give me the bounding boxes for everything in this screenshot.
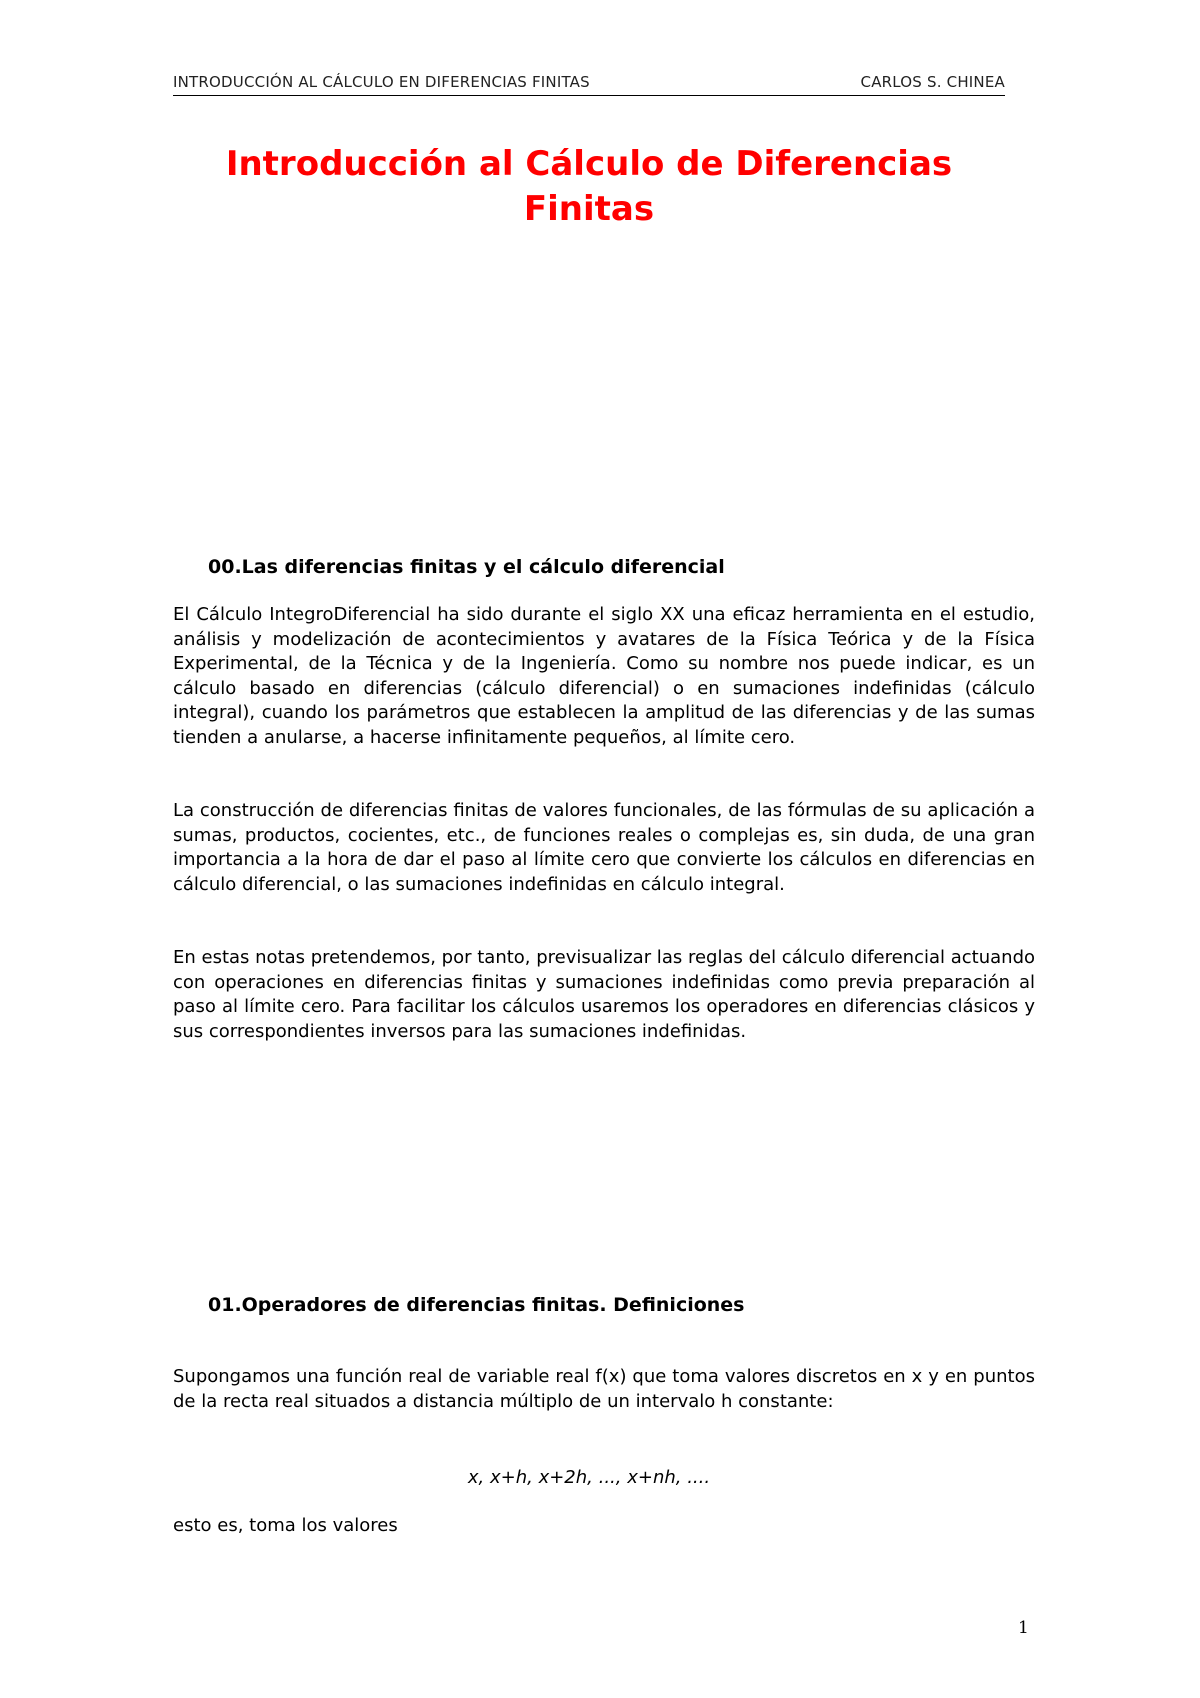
section-00-paragraph-3: En estas notas pretendemos, por tanto, previsualizar las reglas del cálculo diferencial actuando con operaciones en diferencias finitas y sumaciones indefinidas como previa preparación al paso al límite cero. Para facilitar los cálculos usaremos los operadores en diferencias clásicos y sus correspondientes inversos para las sumaciones indefinidas. <box>173 947 1036 1042</box>
sequence-formula-text: x, x+h, x+2h, ..., x+nh, .... <box>467 1467 711 1488</box>
section-00-heading: 00.Las diferencias finitas y el cálculo diferencial <box>208 556 725 578</box>
page-number: 1 <box>1018 1618 1029 1638</box>
header-author: CARLOS S. CHINEA <box>860 73 1005 91</box>
section-01-paragraph-2: esto es, toma los valores <box>173 1515 398 1536</box>
header-title: INTRODUCCIÓN AL CÁLCULO EN DIFERENCIAS FINITAS <box>173 73 590 91</box>
section-00-paragraph-2: La construcción de diferencias finitas de valores funcionales, de las fórmulas de su aplicación a sumas, productos, cocientes, etc., de funciones reales o complejas es, sin duda, de una gran importancia a la hora de dar el paso al límite cero que convierte los cálculos en diferencias en cálculo diferencial, o las sumaciones indefinidas en cálculo integral. <box>173 800 1035 895</box>
section-01-heading: 01.Operadores de diferencias finitas. Definiciones <box>208 1294 745 1316</box>
document-title-line-2: Finitas <box>523 189 655 229</box>
running-header <box>173 73 1005 96</box>
section-00-paragraph-1: El Cálculo IntegroDiferencial ha sido durante el siglo XX una eficaz herramienta en el estudio, análisis y modelización de acontecimientos y avatares de la Física Teórica y de la Física Experimental, de la Técnica y de la Ingeniería. Como su nombre nos puede indicar, es un cálculo basado en diferencias (cálculo diferencial) o en sumaciones indefinidas (cálculo integral), cuando los parámetros que establecen la amplitud de las diferencias y de las sumas tienden a anularse, a hacerse infinitamente pequeños, al límite cero. <box>173 604 1035 748</box>
document-title-line-1: Introducción al Cálculo de Diferencias <box>225 144 953 184</box>
document-title <box>173 142 1005 232</box>
section-01-paragraph-1: Supongamos una función real de variable real f(x) que toma valores discretos en x y en puntos de la recta real situados a distancia múltiplo de un intervalo h constante: <box>173 1366 1035 1412</box>
sequence-formula <box>173 1466 1005 1490</box>
